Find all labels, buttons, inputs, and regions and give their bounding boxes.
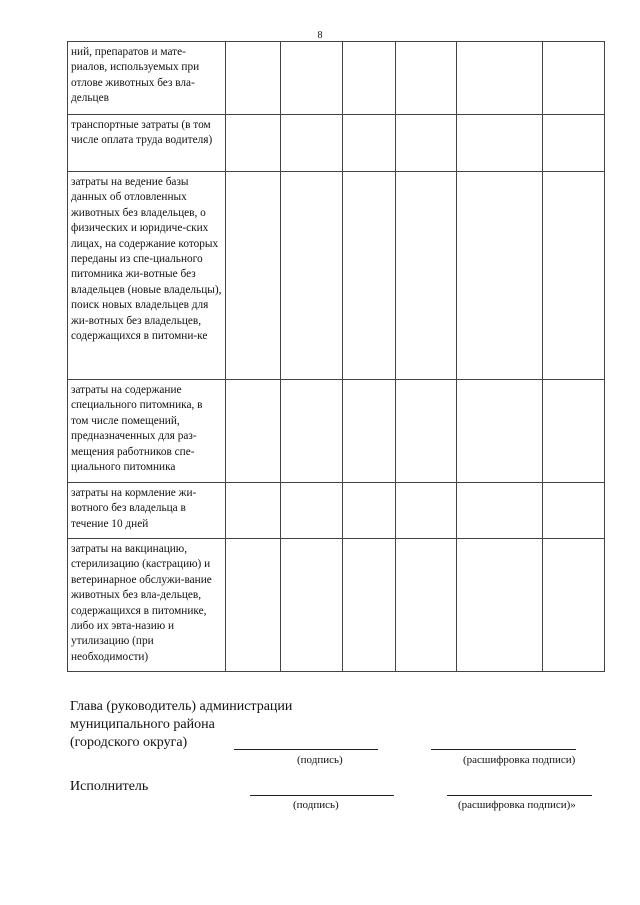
table-cell xyxy=(457,42,543,115)
executor-signature-line xyxy=(250,795,394,796)
executor-signature-caption: (подпись) xyxy=(293,799,339,811)
table-cell xyxy=(543,539,605,672)
table-row xyxy=(68,115,605,172)
cost-table xyxy=(67,41,605,672)
row-label: затраты на кормление жи-вотного без владельца в течение 10 дней xyxy=(68,483,226,539)
table-cell xyxy=(226,539,281,672)
table-cell xyxy=(281,42,343,115)
head-decoding-line xyxy=(431,749,576,750)
table-cell xyxy=(543,172,605,380)
table-cell xyxy=(457,115,543,172)
table-cell xyxy=(543,115,605,172)
table-cell xyxy=(543,42,605,115)
row-label: затраты на ведение базы данных об отловленных животных без владельцев, о физических и юридиче-ских лицах, на содержание которых переданы из спе-циального питомника жи-вотные без владельцев (новые владельцы), поиск новых владельцев для жи-вотных без владельцев, содержащихся в питомни-ке xyxy=(68,172,226,380)
table-cell xyxy=(396,172,457,380)
table-cell xyxy=(226,483,281,539)
row-label: затраты на содержание специального питомника, в том числе помещений, предназначенных для раз-мещения работников спе-циального питомника xyxy=(68,380,226,483)
executor-label: Исполнитель xyxy=(70,779,149,794)
table-cell xyxy=(226,115,281,172)
table-cell xyxy=(281,539,343,672)
head-title-line-2: муниципального района xyxy=(70,717,215,732)
table-cell xyxy=(281,483,343,539)
table-cell xyxy=(226,380,281,483)
table-row xyxy=(68,42,605,115)
table-cell xyxy=(396,42,457,115)
head-title-line-1: Глава (руководитель) администрации xyxy=(70,699,293,714)
table-cell xyxy=(281,172,343,380)
row-label: транспортные затраты (в том числе оплата труда водителя) xyxy=(68,115,226,172)
page-number: 8 xyxy=(317,30,323,41)
table-cell xyxy=(343,380,396,483)
table-row xyxy=(68,380,605,483)
table-cell xyxy=(226,172,281,380)
table-cell xyxy=(457,539,543,672)
table-cell xyxy=(396,380,457,483)
executor-decoding-caption: (расшифровка подписи)» xyxy=(458,799,576,811)
table-cell xyxy=(396,539,457,672)
table-cell xyxy=(281,380,343,483)
table-cell xyxy=(457,483,543,539)
table-cell xyxy=(457,172,543,380)
head-title-line-3: (городского округа) xyxy=(70,735,188,750)
table-row xyxy=(68,539,605,672)
head-signature-caption: (подпись) xyxy=(297,754,343,766)
table-cell xyxy=(343,483,396,539)
head-decoding-caption: (расшифровка подписи) xyxy=(463,754,576,766)
table-cell xyxy=(543,483,605,539)
table-cell xyxy=(396,483,457,539)
table-cell xyxy=(396,115,457,172)
table-cell xyxy=(343,115,396,172)
table-cell xyxy=(226,42,281,115)
table-cell xyxy=(343,42,396,115)
table-row xyxy=(68,483,605,539)
table-cell xyxy=(457,380,543,483)
table-row xyxy=(68,172,605,380)
table-cell xyxy=(543,380,605,483)
executor-decoding-line xyxy=(447,795,592,796)
row-label: затраты на вакцинацию, стерилизацию (кастрацию) и ветеринарное обслужи-вание животных без вла-дельцев, содержащихся в питомнике, либо их эвта-назию и утилизацию (при необходимости) xyxy=(68,539,226,672)
row-label: ний, препаратов и мате-риалов, используемых при отлове животных без вла-дельцев xyxy=(68,42,226,115)
table-cell xyxy=(343,539,396,672)
head-signature-line xyxy=(234,749,378,750)
table-cell xyxy=(343,172,396,380)
table-cell xyxy=(281,115,343,172)
